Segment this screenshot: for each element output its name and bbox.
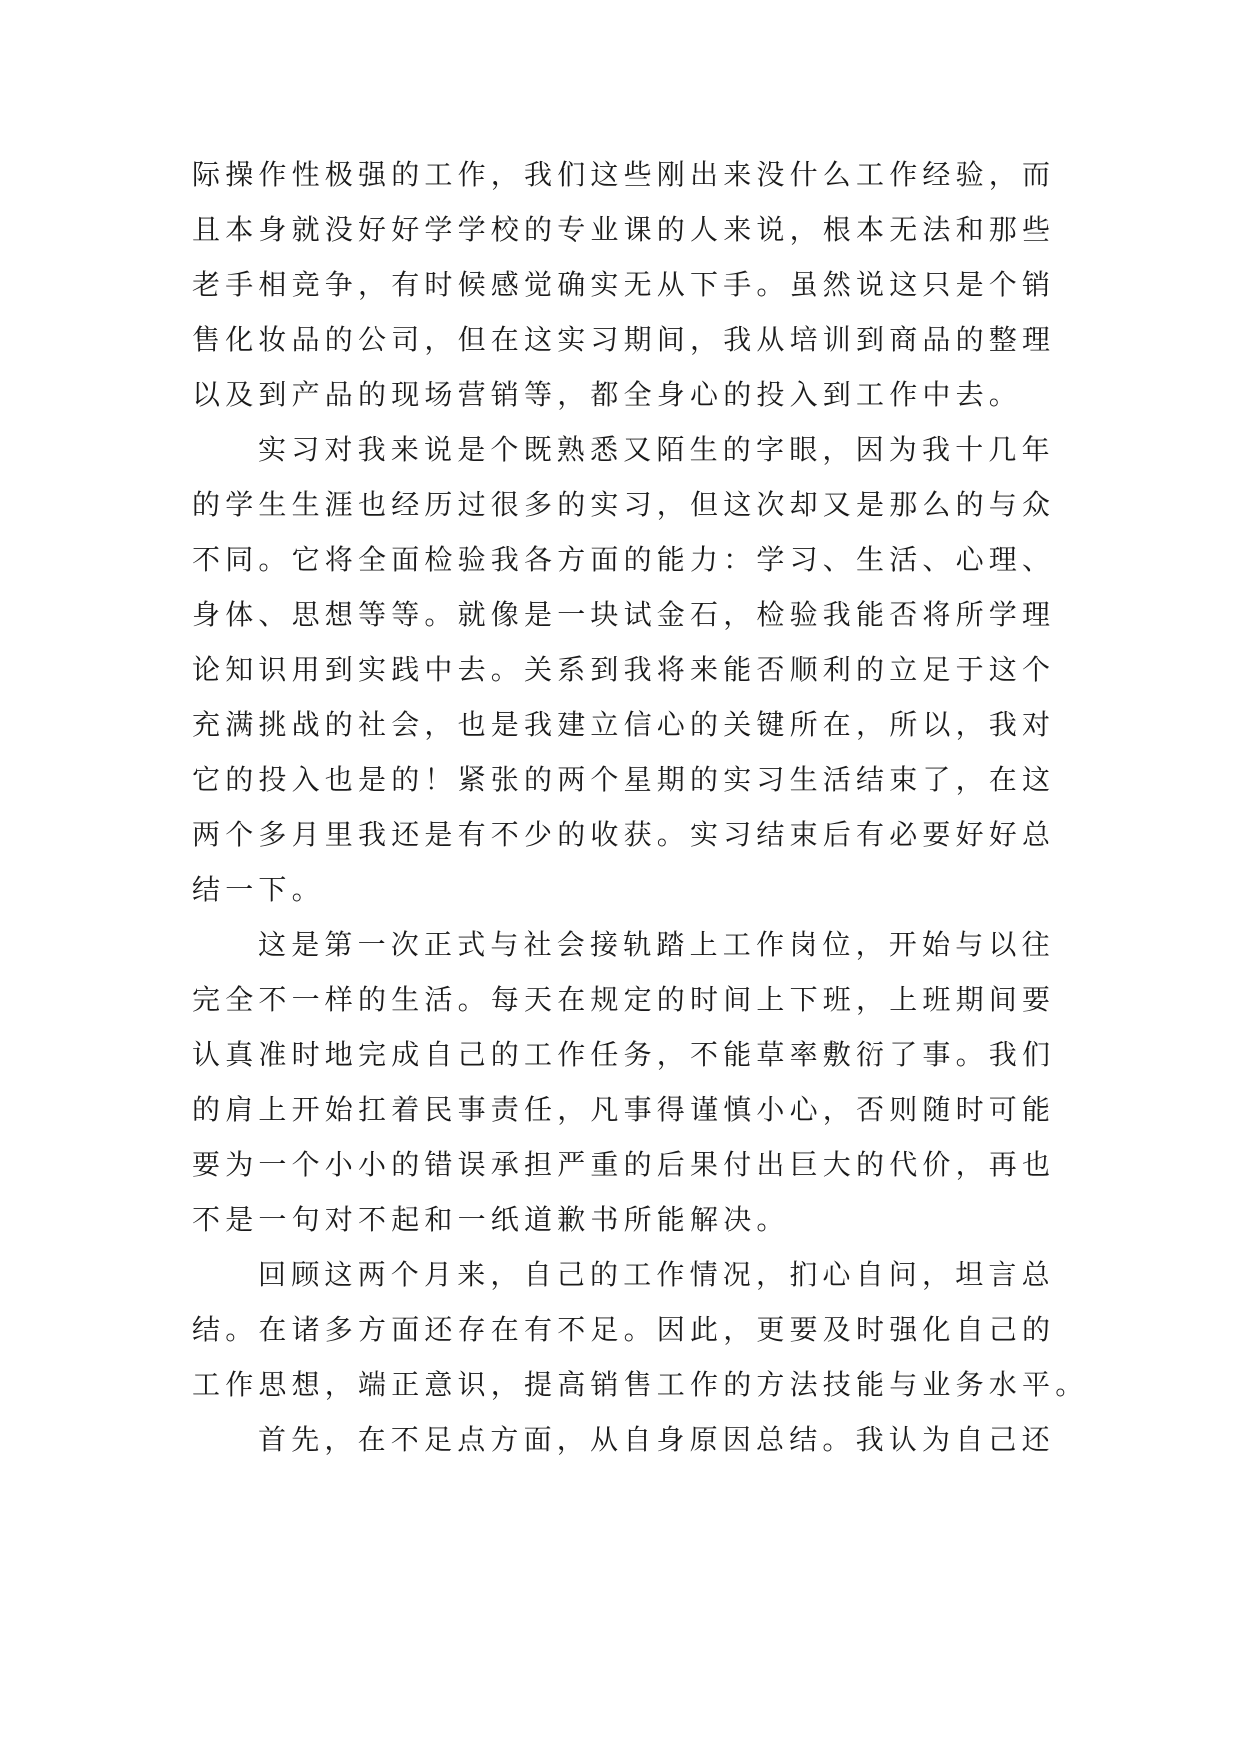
text-line: 完全不一样的生活。每天在规定的时间上下班，上班期间要 <box>192 983 1056 1016</box>
text-line: 不是一句对不起和一纸道歉书所能解决。 <box>192 1203 790 1236</box>
paragraph-start-line: 首先，在不足点方面，从自身原因总结。我认为自己还 <box>258 1423 1055 1456</box>
text-line: 认真准时地完成自己的工作任务，不能草率敷衍了事。我们 <box>192 1038 1056 1071</box>
text-line: 身体、思想等等。就像是一块试金石，检验我能否将所学理 <box>192 598 1056 631</box>
text-line: 工作思想，端正意识，提高销售工作的方法技能与业务水平。 <box>192 1368 1089 1401</box>
text-line: 的学生生涯也经历过很多的实习，但这次却又是那么的与众 <box>192 488 1056 521</box>
text-line: 际操作性极强的工作，我们这些刚出来没什么工作经验，而 <box>192 158 1056 191</box>
text-line: 售化妆品的公司，但在这实习期间，我从培训到商品的整理 <box>192 323 1056 356</box>
text-line: 两个多月里我还是有不少的收获。实习结束后有必要好好总 <box>192 818 1056 851</box>
text-line: 的肩上开始扛着民事责任，凡事得谨慎小心，否则随时可能 <box>192 1093 1056 1126</box>
paragraph-start-line: 这是第一次正式与社会接轨踏上工作岗位，开始与以往 <box>258 928 1055 961</box>
text-line: 结一下。 <box>192 873 325 906</box>
text-line: 它的投入也是的！紧张的两个星期的实习生活结束了，在这 <box>192 763 1056 796</box>
text-line: 老手相竞争，有时候感觉确实无从下手。虽然说这只是个销 <box>192 268 1056 301</box>
paragraph-start-line: 实习对我来说是个既熟悉又陌生的字眼，因为我十几年 <box>258 433 1055 466</box>
text-line: 以及到产品的现场营销等，都全身心的投入到工作中去。 <box>192 378 1023 411</box>
text-line: 要为一个小小的错误承担严重的后果付出巨大的代价，再也 <box>192 1148 1056 1181</box>
text-line: 不同。它将全面检验我各方面的能力：学习、生活、心理、 <box>192 543 1056 576</box>
text-line: 且本身就没好好学学校的专业课的人来说，根本无法和那些 <box>192 213 1056 246</box>
text-line: 结。在诸多方面还存在有不足。因此，更要及时强化自己的 <box>192 1313 1056 1346</box>
text-line: 论知识用到实践中去。关系到我将来能否顺利的立足于这个 <box>192 653 1056 686</box>
text-line: 充满挑战的社会，也是我建立信心的关键所在，所以，我对 <box>192 708 1056 741</box>
paragraph-start-line: 回顾这两个月来，自己的工作情况，扪心自问，坦言总 <box>258 1258 1055 1291</box>
